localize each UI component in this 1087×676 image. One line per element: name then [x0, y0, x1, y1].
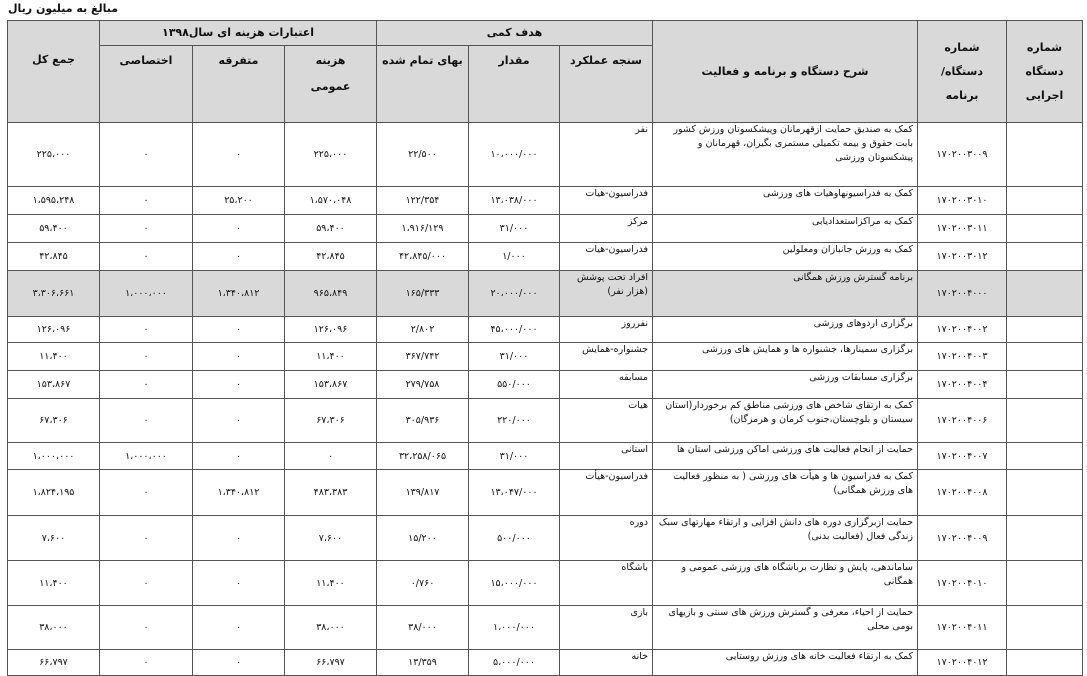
- general-cost-cell: ۴۲،۸۴۵: [285, 243, 377, 271]
- special-cell: ۰: [100, 317, 193, 343]
- unit-cost-cell: ۱۳۹/۸۱۷: [377, 470, 469, 516]
- header-misc: متفرقه: [193, 46, 285, 123]
- quantity-cell: ۳۱/۰۰۰: [469, 215, 560, 243]
- program-code-cell: ۱۷۰۲۰۰۴۰۰۶: [918, 399, 1007, 443]
- total-cell: ۷،۶۰۰: [8, 516, 100, 561]
- description-cell: برنامه گسترش ورزش همگانی: [653, 271, 918, 317]
- header-target-group: هدف کمی: [377, 21, 653, 46]
- header-quantity: مقدار: [469, 46, 560, 123]
- program-code-cell: ۱۷۰۲۰۰۴۰۰۹: [918, 516, 1007, 561]
- total-cell: ۳،۳۰۶،۶۶۱: [8, 271, 100, 317]
- special-cell: ۰: [100, 516, 193, 561]
- table-row: [8, 271, 1083, 317]
- table-row: [8, 443, 1083, 470]
- description-cell: کمک به ارتقای شاخص های ورزشی مناطق کم برخوردار(استان سیستان و بلوچستان،جنوب کرمان و هرمزگان): [653, 399, 918, 443]
- special-cell: ۰: [100, 650, 193, 676]
- exec-device-cell: [1007, 123, 1083, 187]
- quantity-cell: ۳۱/۰۰۰: [469, 343, 560, 371]
- misc-cell: ۰: [193, 215, 285, 243]
- exec-device-cell: [1007, 343, 1083, 371]
- measure-cell: فدراسیون-هیات: [560, 187, 653, 215]
- special-cell: ۱،۰۰۰،۰۰۰: [100, 271, 193, 317]
- measure-cell: جشنواره-همایش: [560, 343, 653, 371]
- program-code-cell: ۱۷۰۲۰۰۳۰۱۰: [918, 187, 1007, 215]
- general-cost-cell: ۱۱،۴۰۰: [285, 561, 377, 606]
- exec-device-cell: [1007, 516, 1083, 561]
- quantity-cell: ۵۵۰/۰۰۰: [469, 371, 560, 399]
- special-cell: ۰: [100, 243, 193, 271]
- program-code-cell: ۱۷۰۲۰۰۴۰۰۴: [918, 371, 1007, 399]
- budget-table: [7, 20, 1083, 676]
- table-row: [8, 470, 1083, 516]
- table-row: [8, 371, 1083, 399]
- exec-device-cell: [1007, 243, 1083, 271]
- total-cell: ۱،۵۹۵،۲۴۸: [8, 187, 100, 215]
- special-cell: ۰: [100, 215, 193, 243]
- general-cost-cell: ۱،۵۷۰،۰۴۸: [285, 187, 377, 215]
- exec-device-cell: [1007, 317, 1083, 343]
- description-cell: کمک به صندیق حمایت ازقهرمانان وپیشکسوتان ورزش کشور بابت حقوق و بیمه تکمیلی مستمری بگیران، قهرمانان و پیشکسوتان ورزشی: [653, 123, 918, 187]
- unit-cost-cell: ۰/۷۶۰: [377, 561, 469, 606]
- unit-cost-cell: ۱۵/۲۰۰: [377, 516, 469, 561]
- unit-cost-cell: ۴۲،۸۴۵/۰۰۰: [377, 243, 469, 271]
- header-description: شرح دستگاه و برنامه و فعالیت: [653, 21, 918, 123]
- table-row: [8, 516, 1083, 561]
- exec-device-cell: [1007, 606, 1083, 650]
- measure-cell: خانه: [560, 650, 653, 676]
- special-cell: ۱،۰۰۰،۰۰۰: [100, 443, 193, 470]
- misc-cell: ۰: [193, 317, 285, 343]
- quantity-cell: ۱،۰۰۰/۰۰۰: [469, 606, 560, 650]
- measure-cell: نفرروز: [560, 317, 653, 343]
- table-row: [8, 215, 1083, 243]
- unit-cost-cell: ۲/۸۰۲: [377, 317, 469, 343]
- description-cell: برگزاری سمینارها، جشنواره ها و همایش های ورزشی: [653, 343, 918, 371]
- total-cell: ۵۹،۴۰۰: [8, 215, 100, 243]
- special-cell: ۰: [100, 187, 193, 215]
- table-body: [8, 123, 1083, 676]
- header-measure: سنجه عملکرد: [560, 46, 653, 123]
- quantity-cell: ۱۳،۰۴۷/۰۰۰: [469, 470, 560, 516]
- description-cell: کمک به ورزش جانبازان ومعلولین: [653, 243, 918, 271]
- program-code-cell: ۱۷۰۲۰۰۴۰۰۳: [918, 343, 1007, 371]
- table-row: [8, 317, 1083, 343]
- quantity-cell: ۲۰،۰۰۰/۰۰۰: [469, 271, 560, 317]
- unit-cost-cell: ۱،۹۱۶/۱۲۹: [377, 215, 469, 243]
- general-cost-cell: ۹۶۵،۸۴۹: [285, 271, 377, 317]
- description-cell: کمک به مراکزاستعدادیابی: [653, 215, 918, 243]
- measure-cell: استانی: [560, 443, 653, 470]
- table-row: [8, 343, 1083, 371]
- special-cell: ۰: [100, 561, 193, 606]
- special-cell: ۰: [100, 343, 193, 371]
- table-row: [8, 187, 1083, 215]
- misc-cell: ۰: [193, 123, 285, 187]
- special-cell: ۰: [100, 470, 193, 516]
- header-program-no: شماره دستگاه/ برنامه: [918, 21, 1007, 123]
- general-cost-cell: ۶۷،۳۰۶: [285, 399, 377, 443]
- exec-device-cell: [1007, 371, 1083, 399]
- program-code-cell: ۱۷۰۲۰۰۴۰۱۲: [918, 650, 1007, 676]
- total-cell: ۱۵۳،۸۶۷: [8, 371, 100, 399]
- program-code-cell: ۱۷۰۲۰۰۴۰۰۷: [918, 443, 1007, 470]
- quantity-cell: ۲۲۰/۰۰۰: [469, 399, 560, 443]
- program-code-cell: ۱۷۰۲۰۰۴۰۰۲: [918, 317, 1007, 343]
- measure-cell: نفر: [560, 123, 653, 187]
- measure-cell: افراد تحت پوشش (هزار نفر): [560, 271, 653, 317]
- header-special: اختصاصی: [100, 46, 193, 123]
- general-cost-cell: ۵۹،۴۰۰: [285, 215, 377, 243]
- table-row: [8, 123, 1083, 187]
- misc-cell: ۰: [193, 650, 285, 676]
- table-row: [8, 650, 1083, 676]
- unit-cost-cell: ۳۸/۰۰۰: [377, 606, 469, 650]
- description-cell: ساماندهی، پایش و نظارت برباشگاه های ورزشی عمومی و همگانی: [653, 561, 918, 606]
- total-cell: ۳۸،۰۰۰: [8, 606, 100, 650]
- header-exec-device: شماره دستگاه اجرایی: [1007, 21, 1083, 123]
- program-code-cell: ۱۷۰۲۰۰۴۰۰۸: [918, 470, 1007, 516]
- description-cell: برگزاری اردوهای ورزشی: [653, 317, 918, 343]
- measure-cell: هیات: [560, 399, 653, 443]
- program-code-cell: ۱۷۰۲۰۰۳۰۱۲: [918, 243, 1007, 271]
- general-cost-cell: ۰: [285, 443, 377, 470]
- exec-device-cell: [1007, 187, 1083, 215]
- description-cell: برگزاری مسابقات ورزشی: [653, 371, 918, 399]
- exec-device-cell: [1007, 443, 1083, 470]
- unit-cost-cell: ۳۰۵/۹۳۶: [377, 399, 469, 443]
- quantity-cell: ۱۵،۰۰۰/۰۰۰: [469, 561, 560, 606]
- program-code-cell: ۱۷۰۲۰۰۳۰۰۹: [918, 123, 1007, 187]
- quantity-cell: ۵۰۰/۰۰۰: [469, 516, 560, 561]
- measure-cell: دوره: [560, 516, 653, 561]
- program-code-cell: ۱۷۰۲۰۰۴۰۰۰: [918, 271, 1007, 317]
- header-unit-cost: بهای تمام شده: [377, 46, 469, 123]
- exec-device-cell: [1007, 215, 1083, 243]
- unit-note: مبالغ به میلیون ریال: [8, 2, 119, 15]
- description-cell: حمایت از احیاء، معرفی و گسترش ورزش های سنتی و بازیهای بومی محلی: [653, 606, 918, 650]
- header-general: هزینه عمومی: [285, 46, 377, 123]
- total-cell: ۶۷،۳۰۶: [8, 399, 100, 443]
- general-cost-cell: ۳۸،۰۰۰: [285, 606, 377, 650]
- measure-cell: فدراسیون-هیأت: [560, 470, 653, 516]
- measure-cell: فدراسیون-هیات: [560, 243, 653, 271]
- table-row: [8, 561, 1083, 606]
- program-code-cell: ۱۷۰۲۰۰۴۰۱۰: [918, 561, 1007, 606]
- unit-cost-cell: ۱۲۲/۳۵۴: [377, 187, 469, 215]
- total-cell: ۲۲۵،۰۰۰: [8, 123, 100, 187]
- misc-cell: ۱،۳۴۰،۸۱۲: [193, 271, 285, 317]
- misc-cell: ۰: [193, 343, 285, 371]
- general-cost-cell: ۱۱،۴۰۰: [285, 343, 377, 371]
- table-row: [8, 606, 1083, 650]
- header-total: جمع کل: [8, 21, 100, 123]
- quantity-cell: ۴۵،۰۰۰/۰۰۰: [469, 317, 560, 343]
- general-cost-cell: ۶۶،۷۹۷: [285, 650, 377, 676]
- quantity-cell: ۳۱/۰۰۰: [469, 443, 560, 470]
- general-cost-cell: ۱۵۳،۸۶۷: [285, 371, 377, 399]
- misc-cell: ۰: [193, 443, 285, 470]
- quantity-cell: ۵،۰۰۰/۰۰۰: [469, 650, 560, 676]
- total-cell: ۱،۸۲۴،۱۹۵: [8, 470, 100, 516]
- table-row: [8, 399, 1083, 443]
- measure-cell: بازی: [560, 606, 653, 650]
- unit-cost-cell: ۳۶۷/۷۴۲: [377, 343, 469, 371]
- total-cell: ۱۱،۴۰۰: [8, 561, 100, 606]
- exec-device-cell: [1007, 561, 1083, 606]
- exec-device-cell: [1007, 399, 1083, 443]
- unit-cost-cell: ۲۷۹/۷۵۸: [377, 371, 469, 399]
- total-cell: ۶۶،۷۹۷: [8, 650, 100, 676]
- special-cell: ۰: [100, 123, 193, 187]
- unit-cost-cell: ۳۲،۲۵۸/۰۶۵: [377, 443, 469, 470]
- program-code-cell: ۱۷۰۲۰۰۳۰۱۱: [918, 215, 1007, 243]
- header-credits-group: اعتبارات هزینه ای سال۱۳۹۸: [100, 21, 377, 46]
- exec-device-cell: [1007, 271, 1083, 317]
- misc-cell: ۱،۳۴۰،۸۱۲: [193, 470, 285, 516]
- misc-cell: ۰: [193, 561, 285, 606]
- description-cell: کمک به فدراسیون ها و هیأت های ورزشی ( به منظور فعالیت های ورزش همگانی): [653, 470, 918, 516]
- special-cell: ۰: [100, 606, 193, 650]
- table-row: [8, 243, 1083, 271]
- quantity-cell: ۱/۰۰۰: [469, 243, 560, 271]
- program-code-cell: ۱۷۰۲۰۰۴۰۱۱: [918, 606, 1007, 650]
- description-cell: حمایت ازبرگزاری دوره های دانش افزایی و ارتقاء مهارتهای سبک زندگی فعال (فعالیت بدنی): [653, 516, 918, 561]
- description-cell: کمک به ارتقاء فعالیت خانه های ورزش روستایی: [653, 650, 918, 676]
- unit-cost-cell: ۲۲/۵۰۰: [377, 123, 469, 187]
- unit-cost-cell: ۱۶۵/۳۳۳: [377, 271, 469, 317]
- general-cost-cell: ۱۲۶،۰۹۶: [285, 317, 377, 343]
- special-cell: ۰: [100, 371, 193, 399]
- description-cell: حمایت از انجام فعالیت های ورزشی اماکن ورزشی استان ها: [653, 443, 918, 470]
- exec-device-cell: [1007, 650, 1083, 676]
- misc-cell: ۰: [193, 516, 285, 561]
- measure-cell: باشگاه: [560, 561, 653, 606]
- quantity-cell: ۱۳،۰۳۸/۰۰۰: [469, 187, 560, 215]
- unit-cost-cell: ۱۳/۳۵۹: [377, 650, 469, 676]
- quantity-cell: ۱۰،۰۰۰/۰۰۰: [469, 123, 560, 187]
- measure-cell: مرکز: [560, 215, 653, 243]
- total-cell: ۱۲۶،۰۹۶: [8, 317, 100, 343]
- measure-cell: مسابقه: [560, 371, 653, 399]
- total-cell: ۴۲،۸۴۵: [8, 243, 100, 271]
- misc-cell: ۰: [193, 606, 285, 650]
- misc-cell: ۲۵،۲۰۰: [193, 187, 285, 215]
- general-cost-cell: ۷،۶۰۰: [285, 516, 377, 561]
- exec-device-cell: [1007, 470, 1083, 516]
- total-cell: ۱۱،۴۰۰: [8, 343, 100, 371]
- general-cost-cell: ۲۲۵،۰۰۰: [285, 123, 377, 187]
- misc-cell: ۰: [193, 399, 285, 443]
- description-cell: کمک به فدراسیونهاوهیات های ورزشی: [653, 187, 918, 215]
- general-cost-cell: ۴۸۳،۳۸۳: [285, 470, 377, 516]
- total-cell: ۱،۰۰۰،۰۰۰: [8, 443, 100, 470]
- misc-cell: ۰: [193, 371, 285, 399]
- special-cell: ۰: [100, 399, 193, 443]
- misc-cell: ۰: [193, 243, 285, 271]
